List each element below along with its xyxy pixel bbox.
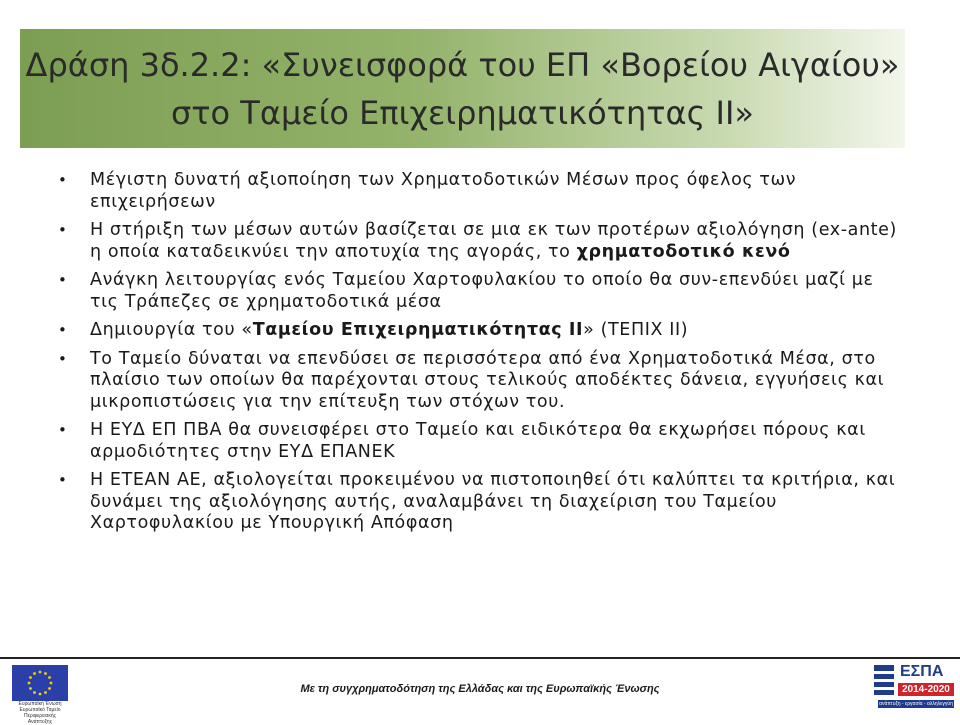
bullet-dot-icon: • <box>58 349 68 368</box>
eu-star-icon <box>39 671 42 674</box>
bullet-dot-icon: • <box>58 471 68 489</box>
bullet-item <box>58 270 908 313</box>
espa-tagline: ανάπτυξη - εργασία - αλληλεγγύη <box>879 701 953 707</box>
bullet-item <box>58 420 908 463</box>
eu-star-icon <box>48 676 51 679</box>
espa-wordmark: ΕΣΠΑ <box>900 663 944 680</box>
bullet-text: Το Ταμείο δύναται να επενδύσει σε περισσότερα από ένα Χρηματοδοτικά Μέσα, στο πλαίσιο των οποίων θα παρέχονται στους τελικούς αποδέκτες δάνεια, εγγυήσεις και μικροπιστώσεις για την επίτευξη των στόχων του. <box>90 348 885 412</box>
bullet-dot-icon: • <box>58 171 68 189</box>
bullet-text: Δημιουργία του « <box>90 320 253 340</box>
eu-star-icon <box>44 672 47 675</box>
bullet-text: Η ΕΥΔ ΕΠ ΠΒΑ θα συνεισφέρει στο Ταμείο και ειδικότερα θα εκχωρήσει πόρους και αρμοδιότητες στην ΕΥΔ ΕΠΑΝΕΚ <box>90 420 866 462</box>
bullet-text: » (ΤΕΠΙΧ ΙΙ) <box>583 320 689 340</box>
eu-star-icon <box>29 676 32 679</box>
bullet-dot-icon: • <box>58 221 68 239</box>
eu-star-icon <box>33 672 36 675</box>
bullet-dot-icon: • <box>58 271 68 289</box>
bullet-item <box>58 470 908 535</box>
bullet-emphasis: χρηματοδοτικό κενό <box>576 241 791 262</box>
eu-logo-caption: Ευρωπαϊκή Ένωση Ευρωπαϊκό Ταμείο Περιφερειακής Ανάπτυξης <box>18 701 62 725</box>
bullet-dot-icon: • <box>58 421 68 439</box>
bullet-text: Μέγιστη δυνατή αξιοποίηση των Χρηματοδοτικών Μέσων προς όφελος των επιχειρήσεων <box>90 170 797 212</box>
title-band <box>20 29 905 148</box>
espa-flag-icon <box>872 663 898 697</box>
bullet-emphasis: Ταμείου Επιχειρηματικότητας ΙΙ <box>252 320 584 340</box>
slide-title: Δράση 3δ.2.2: «Συνεισφορά του ΕΠ «Βορείου Αιγαίου» στο Ταμείο Επιχειρηματικότητας ΙΙ» <box>25 46 900 132</box>
footer-divider <box>0 657 960 659</box>
bullet-text: Η ΕΤΕΑΝ ΑΕ, αξιολογείται προκειμένου να πιστοποιηθεί ότι καλύπτει τα κριτήρια, και δυνάμει της αξιολόγησης αυτής, αναλαμβάνει τη διαχείριση του Ταμείου Χαρτοφυλακίου με Υπουργική Απόφαση <box>90 470 896 533</box>
bullet-list <box>58 170 908 542</box>
espa-years: 2014-2020 <box>898 683 954 696</box>
footer-cofunding-text: Με τη συγχρηματοδότηση της Ελλάδας και της Ευρωπαϊκής Ένωσης <box>300 683 660 695</box>
espa-logo <box>872 663 954 717</box>
bullet-dot-icon: • <box>58 321 68 339</box>
bullet-item <box>58 170 908 213</box>
bullet-item <box>58 349 908 414</box>
bullet-text: Ανάγκη λειτουργίας ενός Ταμείου Χαρτοφυλακίου το οποίο θα συν-επενδύει μαζί με τις Τράπεζες σε χρηματοδοτικά μέσα <box>90 270 874 312</box>
bullet-text: Η στήριξη των μέσων αυτών βασίζεται σε μια εκ των προτέρων αξιολόγηση (ex-ante) η οποία καταδεικνύει την αποτυχία της αγοράς, το <box>90 220 897 262</box>
bullet-item <box>58 220 908 263</box>
bullet-item <box>58 320 908 342</box>
